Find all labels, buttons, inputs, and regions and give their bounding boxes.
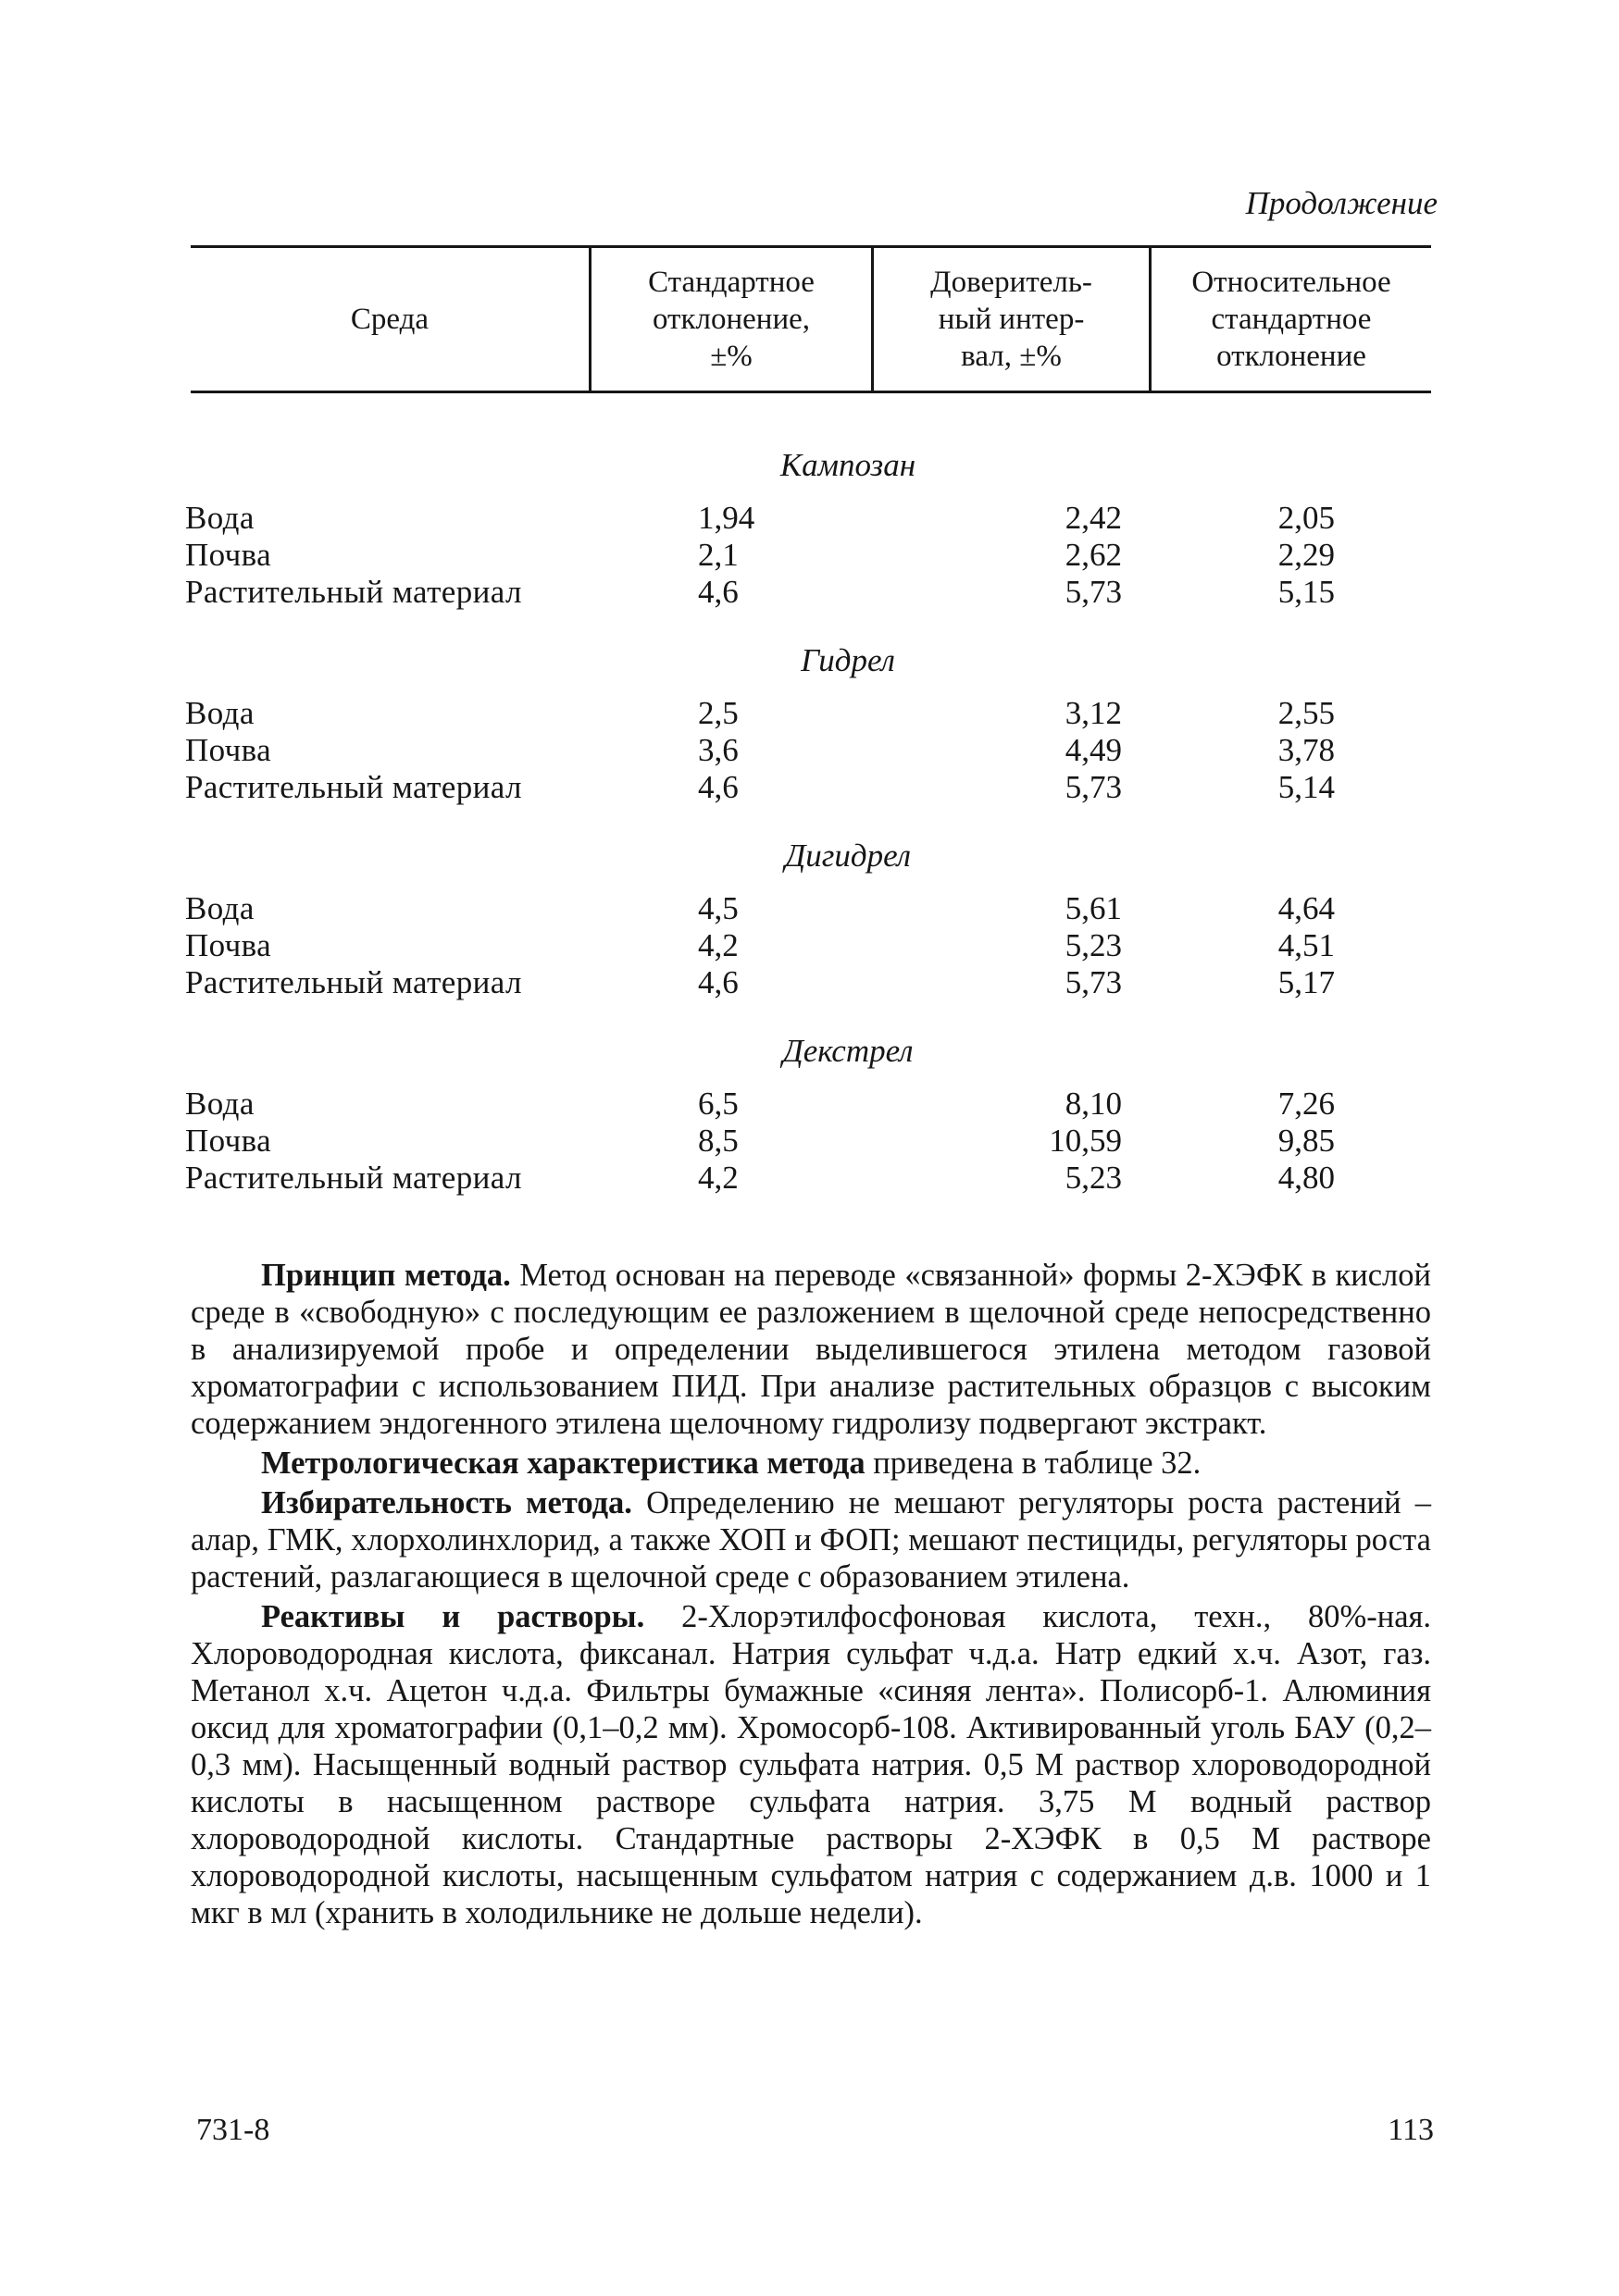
cell-std-deviation: 6,5 [698, 1086, 739, 1122]
cell-medium: Вода [185, 500, 255, 536]
table-group [185, 442, 1431, 611]
cell-std-deviation: 3,6 [698, 732, 739, 768]
cell-relative-std: 2,55 [1277, 695, 1335, 731]
cell-std-deviation: 4,2 [698, 1160, 739, 1196]
group-title: Гидрел [801, 642, 895, 678]
cell-std-deviation: 4,6 [698, 574, 739, 610]
table-group [185, 1028, 1431, 1197]
cell-std-deviation: 8,5 [698, 1123, 739, 1159]
table-row [185, 890, 1431, 927]
group-title: Дигидрел [784, 838, 912, 874]
cell-medium: Почва [185, 1123, 272, 1159]
table-header [191, 245, 1431, 393]
cell-confidence-interval: 4,49 [1065, 732, 1122, 768]
cell-medium: Вода [185, 890, 255, 926]
cell-relative-std: 9,85 [1277, 1123, 1335, 1159]
paragraph-selectivity [191, 1484, 1431, 1595]
cell-relative-std: 4,51 [1277, 927, 1335, 963]
cell-confidence-interval: 5,73 [1065, 769, 1122, 805]
table-row [185, 964, 1431, 1001]
page-number: 113 [1388, 2113, 1434, 2147]
continuation-label: Продолжение [1245, 185, 1438, 221]
cell-medium: Растительный материал [185, 1160, 522, 1196]
paragraph-text: 2-Хлорэтилфосфоновая кислота, техн., 80%-ная. Хлороводородная кислота, фиксанал. Натрия сульфат ч.д.а. Натр едкий х.ч. Азот, газ. Метанол х.ч. Ацетон ч.д.а. Фильтры бумажные «синяя лента». Полисорб-1. Алюминия оксид для хроматографии (0,1–0,2 мм). Хромосорб-108. Активированный уголь БАУ (0,2–0,3 мм). Насыщенный водный раствор сульфата натрия. 0,5 М раствор хлороводородной кислоты в насыщенном растворе сульфата натрия. 3,75 М водный раствор хлороводородной кислоты. Стандартные растворы 2-ХЭФК в 0,5 М растворе хлороводородной кислоты, насыщенным сульфатом натрия с содержанием д.в. 1000 и 1 мкг в мл (хранить в холодильнике не дольше недели). [191, 1599, 1432, 1930]
cell-std-deviation: 4,2 [698, 927, 739, 963]
cell-medium: Вода [185, 695, 255, 731]
cell-confidence-interval: 10,59 [1049, 1123, 1122, 1159]
cell-relative-std: 2,05 [1277, 500, 1335, 536]
cell-medium: Растительный материал [185, 964, 522, 1000]
table-row [185, 695, 1431, 732]
paragraph-text: Определению не мешают регуляторы роста растений – алар, ГМК, хлорхолинхлорид, а также ХОП и ФОП; мешают пестициды, регуляторы роста растений, разлагающиеся в щелочной среде с образованием этилена. [191, 1485, 1431, 1595]
cell-relative-std: 3,78 [1277, 732, 1335, 768]
paragraph-text: Метод основан на переводе «связанной» формы 2-ХЭФК в кислой среде в «свободную» с последующим ее разложением в щелочной среде непосредственно в анализируемой пробе и определении выделившегося этилена методом газовой хроматографии с использованием ПИД. При анализе растительных образцов с высоким содержанием эндогенного этилена щелочному гидролизу подвергают экстракт. [191, 1258, 1431, 1441]
cell-relative-std: 5,14 [1277, 769, 1335, 805]
cell-relative-std: 4,64 [1277, 890, 1335, 926]
cell-std-deviation: 4,5 [698, 890, 739, 926]
paragraph-lead: Избирательность метода. [261, 1485, 632, 1520]
paragraph-lead: Принцип метода. [261, 1258, 511, 1293]
cell-std-deviation: 2,1 [698, 537, 739, 573]
header-confidence-interval: Доверитель- ный интер- вал, ±% [871, 248, 1149, 391]
table-row [185, 537, 1431, 574]
header-relative-std-deviation: Относительное стандартное отклонение [1149, 248, 1431, 391]
paragraph-lead: Метрологическая характеристика метода [261, 1446, 866, 1481]
cell-std-deviation: 1,94 [698, 500, 755, 536]
cell-confidence-interval: 5,61 [1065, 890, 1122, 926]
cell-medium: Растительный материал [185, 574, 522, 610]
table-row [185, 1086, 1431, 1123]
cell-confidence-interval: 3,12 [1065, 695, 1122, 731]
cell-std-deviation: 4,6 [698, 964, 739, 1000]
body-text [191, 1257, 1431, 1931]
table-body [185, 442, 1431, 1197]
paragraph-metrology [191, 1445, 1431, 1482]
cell-medium: Почва [185, 537, 272, 573]
table-group [185, 833, 1431, 1001]
cell-confidence-interval: 5,23 [1065, 1160, 1122, 1196]
table-row [185, 1123, 1431, 1160]
cell-medium: Растительный материал [185, 769, 522, 805]
cell-medium: Вода [185, 1086, 255, 1122]
cell-relative-std: 2,29 [1277, 537, 1335, 573]
table-row [185, 769, 1431, 806]
cell-confidence-interval: 2,42 [1065, 500, 1122, 536]
table-row [185, 732, 1431, 769]
cell-confidence-interval: 2,62 [1065, 537, 1122, 573]
cell-confidence-interval: 5,73 [1065, 574, 1122, 610]
cell-relative-std: 5,17 [1277, 964, 1335, 1000]
table-row [185, 1160, 1431, 1197]
paragraph-method-principle [191, 1257, 1431, 1442]
cell-std-deviation: 4,6 [698, 769, 739, 805]
table-row [185, 500, 1431, 537]
cell-confidence-interval: 5,73 [1065, 964, 1122, 1000]
cell-confidence-interval: 8,10 [1065, 1086, 1122, 1122]
cell-relative-std: 5,15 [1277, 574, 1335, 610]
table-group [185, 638, 1431, 806]
header-std-deviation: Стандартное отклонение, ±% [589, 248, 871, 391]
cell-medium: Почва [185, 732, 272, 768]
group-title: Кампозан [779, 447, 916, 483]
cell-confidence-interval: 5,23 [1065, 927, 1122, 963]
paragraph-text: приведена в таблице 32. [865, 1446, 1202, 1481]
cell-medium: Почва [185, 927, 272, 963]
table-row [185, 574, 1431, 611]
table-row [185, 927, 1431, 964]
cell-std-deviation: 2,5 [698, 695, 739, 731]
header-medium: Среда [350, 303, 430, 336]
paragraph-reagents [191, 1598, 1431, 1931]
paragraph-lead: Реактивы и растворы. [261, 1599, 645, 1634]
cell-relative-std: 7,26 [1277, 1086, 1335, 1122]
document-code: 731-8 [196, 2113, 270, 2147]
cell-relative-std: 4,80 [1277, 1160, 1335, 1196]
group-title: Декстрел [782, 1033, 914, 1069]
